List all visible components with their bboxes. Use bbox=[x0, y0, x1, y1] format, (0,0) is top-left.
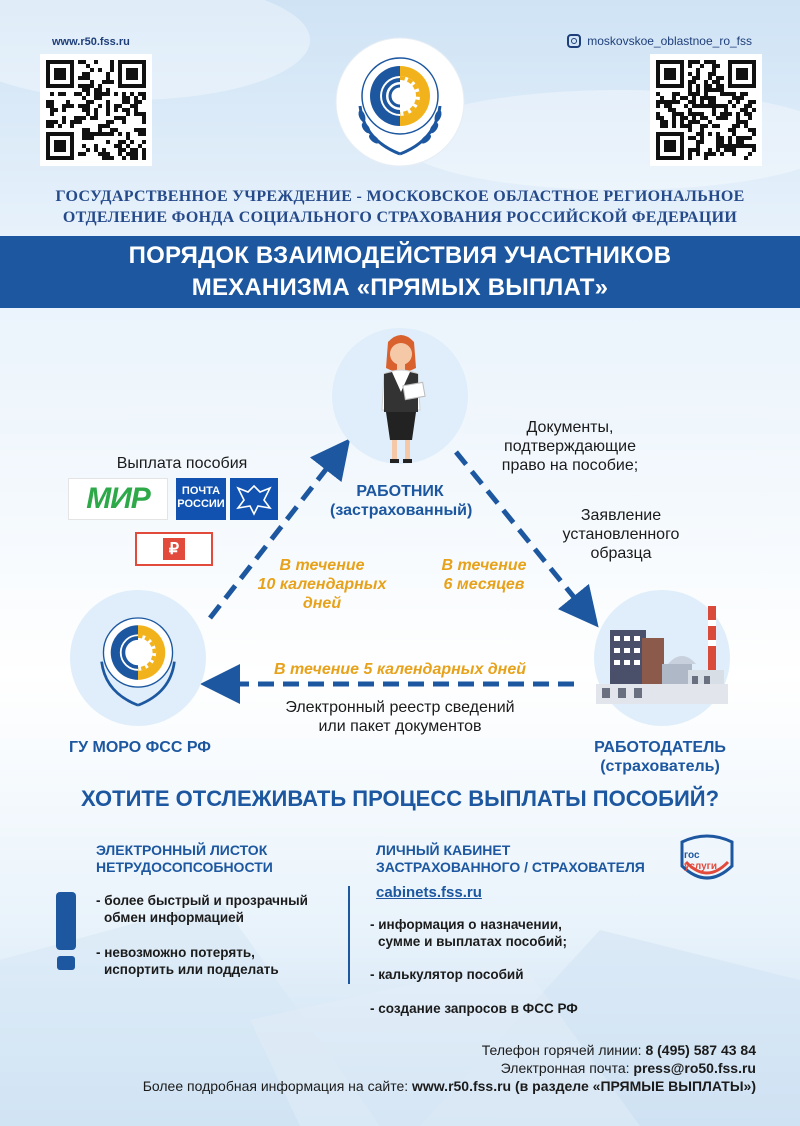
cabinet-title-line2: ЗАСТРАХОВАННОГО / СТРАХОВАТЕЛЯ bbox=[376, 859, 645, 875]
gosuslugi-line1: гос bbox=[684, 850, 700, 861]
factory-icon bbox=[592, 600, 732, 712]
site-url[interactable]: www.r50.fss.ru bbox=[52, 36, 130, 48]
employer-label-line1: РАБОТОДАТЕЛЬ bbox=[594, 739, 726, 756]
sick-leave-bullet-2 bbox=[96, 944, 346, 978]
sick-leave-bullet-1-line1: - более быстрый и прозрачный bbox=[96, 893, 308, 908]
documents-text bbox=[480, 418, 660, 475]
mir-logo bbox=[68, 478, 168, 520]
column-divider bbox=[348, 886, 350, 984]
ruble-sign: ₽ bbox=[163, 538, 185, 560]
documents-line2: подтверждающие bbox=[504, 438, 636, 455]
statement-line3: образца bbox=[590, 545, 652, 562]
exclamation-icon bbox=[48, 892, 84, 972]
statement-text bbox=[536, 506, 706, 563]
more-info-label: Более подробная информация на сайте: bbox=[142, 1078, 409, 1094]
statement-line2: установленного bbox=[562, 526, 680, 543]
statement-line1: Заявление bbox=[580, 507, 662, 524]
worker-label-line1: РАБОТНИК bbox=[356, 483, 444, 500]
payment-label: Выплата пособия bbox=[116, 455, 248, 472]
sick-leave-bullet-2-line1: - невозможно потерять, bbox=[96, 945, 255, 960]
cabinet-link[interactable]: cabinets.fss.ru bbox=[376, 884, 482, 901]
tracking-question: ХОТИТЕ ОТСЛЕЖИВАТЬ ПРОЦЕСС ВЫПЛАТЫ ПОСОБИЙ? bbox=[80, 786, 720, 811]
mir-logo-text: МИР bbox=[86, 482, 150, 515]
banner-line2: МЕХАНИЗМА «ПРЯМЫХ ВЫПЛАТ» bbox=[191, 274, 609, 301]
registry-text bbox=[230, 698, 570, 736]
term-bottom: В течение 5 календарных дней bbox=[273, 661, 527, 678]
more-info-site[interactable]: www.r50.fss.ru (в разделе «ПРЯМЫЕ ВЫПЛАТЫ») bbox=[412, 1078, 756, 1094]
employer-label bbox=[570, 738, 750, 776]
hotline-label: Телефон горячей линии: bbox=[481, 1042, 642, 1058]
term-left-line3: дней bbox=[302, 595, 342, 612]
email-line bbox=[501, 1060, 756, 1076]
ruble-card-icon bbox=[135, 532, 213, 566]
sick-leave-title-line1: ЭЛЕКТРОННЫЙ ЛИСТОК bbox=[96, 842, 268, 858]
email-label: Электронная почта: bbox=[500, 1060, 630, 1076]
worker-label bbox=[330, 482, 473, 520]
registry-line2: или пакет документов bbox=[318, 718, 482, 735]
gosuslugi-text bbox=[684, 850, 717, 872]
sick-leave-bullet-1 bbox=[96, 892, 346, 926]
hotline bbox=[482, 1042, 756, 1058]
cabinet-title-line1: ЛИЧНЫЙ КАБИНЕТ bbox=[376, 842, 511, 858]
sick-leave-bullet-1-line2: обмен информацией bbox=[104, 910, 244, 925]
fss-logo-small bbox=[78, 598, 198, 718]
fss-label: ГУ МОРО ФСС РФ bbox=[69, 739, 211, 756]
cabinet-bullet-2: - калькулятор пособий bbox=[370, 967, 524, 982]
term-right bbox=[414, 556, 554, 594]
cabinet-bullet-1 bbox=[370, 916, 630, 950]
sick-leave-title-line2: НЕТРУДОСОПСОБНОСТИ bbox=[96, 859, 273, 875]
gosuslugi-logo[interactable] bbox=[676, 832, 738, 888]
worker-figure-icon bbox=[366, 332, 436, 464]
pochta-line1: ПОЧТА bbox=[181, 485, 221, 497]
pochta-line2: РОССИИ bbox=[177, 498, 225, 510]
sick-leave-bullet-2-line2: испортить или подделать bbox=[104, 962, 279, 977]
sick-leave-title bbox=[96, 842, 336, 876]
registry-line1: Электронный реестр сведений bbox=[285, 699, 515, 716]
term-right-line1: В течение bbox=[441, 557, 527, 574]
gosuslugi-line2: услуги bbox=[684, 861, 717, 872]
cabinet-bullet-3: - создание запросов в ФСС РФ bbox=[370, 1001, 578, 1016]
organization-title-line2: ОТДЕЛЕНИЕ ФОНДА СОЦИАЛЬНОГО СТРАХОВАНИЯ РОССИЙСКОЙ ФЕДЕРАЦИИ bbox=[62, 209, 738, 226]
hotline-number[interactable]: 8 (495) 587 43 84 bbox=[645, 1042, 756, 1058]
term-left-line1: В течение bbox=[279, 557, 365, 574]
employer-label-line2: (страхователь) bbox=[600, 758, 720, 775]
cabinet-bullet-1-line2: сумме и выплатах пособий; bbox=[378, 934, 567, 949]
pochta-logo bbox=[176, 478, 226, 520]
term-left-line2: 10 календарных bbox=[257, 576, 387, 593]
cabinet-bullet-1-line1: - информация о назначении, bbox=[370, 917, 562, 932]
instagram-handle-text: moskovskoe_oblastnoe_ro_fss bbox=[587, 34, 752, 48]
eagle-emblem-icon bbox=[230, 478, 278, 520]
more-info-line bbox=[143, 1078, 756, 1094]
banner-line1: ПОРЯДОК ВЗАИМОДЕЙСТВИЯ УЧАСТНИКОВ bbox=[128, 242, 672, 269]
cabinet-title bbox=[376, 842, 676, 876]
worker-label-line2: (застрахованный) bbox=[330, 502, 473, 519]
documents-line1: Документы, bbox=[526, 419, 614, 436]
organization-title-line1: ГОСУДАРСТВЕННОЕ УЧРЕЖДЕНИЕ - МОСКОВСКОЕ ОБЛАСТНОЕ РЕГИОНАЛЬНОЕ bbox=[55, 188, 745, 205]
term-right-line2: 6 месяцев bbox=[443, 576, 525, 593]
term-left bbox=[240, 556, 404, 613]
email-address[interactable]: press@ro50.fss.ru bbox=[633, 1060, 756, 1076]
documents-line3: право на пособие; bbox=[501, 457, 639, 474]
